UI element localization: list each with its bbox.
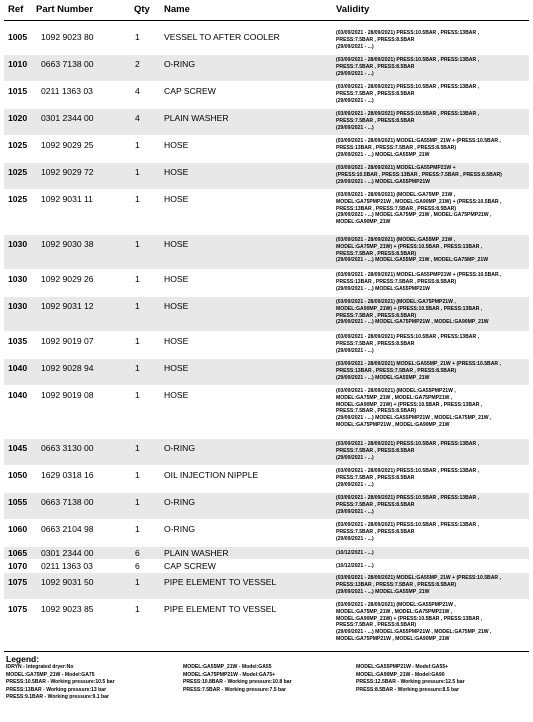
qty-cell: 4	[135, 86, 140, 96]
validity-line: PRESS:7.5BAR , PRESS:8.5BAR)	[336, 622, 417, 629]
table-row	[4, 439, 529, 466]
qty-cell: 1	[135, 32, 140, 42]
validity-line: (03/09/2021 - 28/09/2021) PRESS:10.5BAR , PRESS:13BAR ,	[336, 522, 479, 528]
validity-line: (29/09/2021 - ...) MODEL:GA55MP_21W	[336, 588, 430, 595]
validity-cell	[336, 138, 528, 158]
validity-line: (29/09/2021 - ...) MODEL:GA75MP_21W , MODEL:GA75PMP21W ,	[336, 212, 492, 219]
validity-cell	[336, 441, 528, 461]
col-header-validity: Validity	[336, 4, 370, 15]
validity-line: MODEL:GA75MP_21W , MODEL:GA75PMP21W ,	[336, 608, 453, 615]
name-cell: HOSE	[164, 239, 189, 249]
ref-cell: 1015	[8, 86, 28, 96]
col-header-name: Name	[164, 4, 190, 15]
qty-cell: 1	[135, 274, 140, 284]
part-number-cell: 1092 9023 85	[41, 604, 94, 614]
validity-line: MODEL:GA90MP_21W) + (PRESS:10.5BAR , PRESS:13BAR ,	[336, 401, 483, 408]
qty-cell: 4	[135, 113, 140, 123]
part-number-cell: 1629 0318 16	[41, 470, 94, 480]
legend-entry: MODEL:GA90MP_21W - Model:GA90	[356, 671, 445, 678]
validity-cell	[336, 468, 528, 488]
validity-line: (03/09/2021 - 28/09/2021) PRESS:10.5BAR , PRESS:13BAR ,	[336, 111, 479, 117]
part-number-cell: 1092 9019 08	[41, 390, 94, 400]
qty-cell: 1	[135, 301, 140, 311]
legend-column-3	[356, 664, 465, 694]
validity-cell	[336, 563, 528, 570]
part-number-cell: 0663 3130 00	[41, 443, 94, 453]
col-header-qty: Qty	[134, 4, 150, 15]
legend-entry: PRESS:12.5BAR - Working pressure:12.5 bar	[356, 679, 465, 686]
name-cell: OIL INJECTION NIPPLE	[164, 470, 259, 480]
part-number-cell: 1092 9031 50	[41, 577, 94, 587]
name-cell: PIPE ELEMENT TO VESSEL	[164, 577, 277, 587]
table-row	[4, 270, 529, 297]
validity-line: (03/09/2021 - 28/09/2021) PRESS:10.5BAR , PRESS:13BAR ,	[336, 57, 479, 63]
validity-line: (PRESS:10.5BAR , PRESS:13BAR , PRESS:7.5BAR , PRESS:8.5BAR)	[336, 171, 502, 178]
validity-line: PRESS:13BAR , PRESS:7.5BAR , PRESS:8.5BAR)	[336, 278, 457, 285]
validity-line: (29/09/2021 - ...)	[336, 535, 374, 542]
legend-entry: MODEL:GA55MP_21W - Model:GA55	[183, 664, 272, 670]
validity-cell	[336, 575, 528, 595]
ref-cell: 1035	[8, 336, 28, 346]
validity-line: PRESS:7.5BAR , PRESS:8.5BAR	[336, 63, 415, 70]
name-cell: HOSE	[164, 140, 189, 150]
validity-line: PRESS:7.5BAR , PRESS:8.5BAR	[336, 36, 415, 43]
part-number-cell: 1092 9029 25	[41, 140, 94, 150]
legend-divider	[4, 651, 529, 652]
table-row	[4, 359, 529, 386]
validity-line: (29/09/2021 - ...)	[336, 508, 374, 515]
validity-line: PRESS:7.5BAR , PRESS:8.5BAR	[336, 447, 415, 454]
part-number-cell: 0211 1363 03	[41, 86, 93, 96]
validity-line: PRESS:13BAR , PRESS:7.5BAR , PRESS:8.5BAR)	[336, 581, 457, 588]
part-number-cell: 0211 1363 03	[41, 561, 93, 571]
table-row	[4, 82, 529, 109]
part-number-cell: 0663 2104 98	[41, 524, 94, 534]
part-number-cell: 1092 9028 94	[41, 363, 94, 373]
validity-cell	[336, 388, 528, 429]
validity-line: PRESS:7.5BAR , PRESS:8.5BAR)	[336, 250, 417, 257]
validity-line: (29/09/2021 - ...)	[336, 124, 374, 131]
legend-entry: MODEL:GA55PMP21W - Model:GA55+	[356, 664, 449, 670]
name-cell: HOSE	[164, 194, 189, 204]
validity-cell	[336, 602, 528, 643]
validity-cell	[336, 30, 528, 50]
qty-cell: 1	[135, 604, 140, 614]
part-number-cell: 1092 9029 72	[41, 167, 94, 177]
name-cell: O-RING	[164, 59, 196, 69]
qty-cell: 1	[135, 336, 140, 346]
validity-line: MODEL:GA75PMP21W , MODEL:GA90MP_21W	[336, 635, 450, 642]
part-number-cell: 1092 9030 38	[41, 239, 94, 249]
ref-cell: 1005	[8, 32, 28, 42]
validity-line: PRESS:7.5BAR , PRESS:8.5BAR)	[336, 312, 417, 319]
ref-cell: 1050	[8, 470, 28, 480]
part-number-cell: 0663 7138 00	[41, 59, 94, 69]
part-number-cell: 1092 9023 80	[41, 32, 94, 42]
table-row	[4, 332, 529, 359]
part-number-cell: 1092 9019 07	[41, 336, 94, 346]
name-cell: PLAIN WASHER	[164, 113, 229, 123]
table-row	[4, 163, 529, 190]
validity-line: (03/09/2021 - 28/09/2021) MODEL:GA55MP_21W + (PRESS:10.5BAR ,	[336, 138, 501, 144]
validity-line: (29/09/2021 - ...)	[336, 481, 374, 488]
validity-line: MODEL:GA75MP_21W) + (PRESS:10.5BAR , PRESS:13BAR ,	[336, 243, 483, 250]
name-cell: CAP SCREW	[164, 561, 216, 571]
validity-line: (03/09/2021 - 28/09/2021) PRESS:10.5BAR , PRESS:13BAR ,	[336, 334, 479, 340]
name-cell: O-RING	[164, 524, 196, 534]
qty-cell: 1	[135, 443, 140, 453]
validity-line: (29/09/2021 - ...)	[336, 43, 374, 50]
validity-line: (03/09/2021 - 28/09/2021) MODEL:GA55PMP21W + (PRESS:10.5BAR ,	[336, 272, 502, 278]
validity-line: MODEL:GA90MP_21W) + (PRESS:10.5BAR , PRESS:13BAR ,	[336, 305, 483, 312]
validity-line: (29/09/2021 - ...) MODEL:GA55MP_21W	[336, 151, 430, 158]
validity-line: (03/09/2021 - 28/09/2021) PRESS:10.5BAR , PRESS:13BAR ,	[336, 30, 479, 36]
validity-line: (29/09/2021 - ...) MODEL:GA55PMP21W , MODEL:GA75MP_21W ,	[336, 415, 492, 421]
part-number-cell: 0301 2344 00	[41, 548, 94, 558]
ref-cell: 1010	[8, 59, 28, 69]
validity-line: (03/09/2021 - 28/09/2021) PRESS:10.5BAR , PRESS:13BAR ,	[336, 441, 479, 447]
legend-entry: MODEL:GA75MP_21W - Model:GA75	[6, 671, 95, 678]
validity-line: (03/09/2021 - 28/09/2021) (MODEL:GA75MP_21W ,	[336, 192, 456, 198]
validity-cell	[336, 165, 528, 185]
qty-cell: 1	[135, 470, 140, 480]
validity-cell	[336, 272, 528, 292]
legend-title: Legend:	[6, 654, 40, 664]
table-row	[4, 109, 529, 136]
validity-line: MODEL:GA75MP_21W , MODEL:GA75PMP21W ,	[336, 394, 453, 401]
table-row	[4, 386, 529, 439]
validity-line: (10/12/2021 - ...)	[336, 563, 374, 569]
part-number-cell: 1092 9031 12	[41, 301, 94, 311]
table-row	[4, 560, 529, 573]
qty-cell: 1	[135, 239, 140, 249]
validity-line: (29/09/2021 - ...)	[336, 454, 374, 461]
legend-entry: PRESS:10.5BAR - Working pressure:10.5 bar	[6, 679, 115, 686]
table-row	[4, 235, 529, 270]
validity-line: (03/09/2021 - 28/09/2021) PRESS:10.5BAR , PRESS:13BAR ,	[336, 495, 479, 501]
table-row	[4, 573, 529, 600]
ref-cell: 1030	[8, 301, 28, 311]
legend-entry: PRESS:8.5BAR - Working pressure:8.5 bar	[356, 686, 459, 693]
ref-cell: 1025	[8, 167, 28, 177]
validity-line: PRESS:7.5BAR , PRESS:8.5BAR	[336, 117, 415, 124]
validity-line: (03/09/2021 - 28/09/2021) PRESS:10.5BAR , PRESS:13BAR ,	[336, 468, 479, 474]
validity-line: (29/09/2021 - ...) MODEL:GA75PMP21W , MODEL:GA90MP_21W	[336, 319, 489, 326]
name-cell: O-RING	[164, 443, 196, 453]
name-cell: VESSEL TO AFTER COOLER	[164, 32, 280, 42]
part-number-cell: 1092 9031 11	[41, 194, 93, 204]
validity-line: PRESS:13BAR , PRESS:7.5BAR , PRESS:8.5BAR)	[336, 205, 457, 212]
validity-cell	[336, 192, 528, 226]
validity-line: (29/09/2021 - ...)	[336, 70, 374, 77]
legend-entry: IDRYN - Integrated dryer:No	[6, 664, 74, 670]
qty-cell: 1	[135, 167, 140, 177]
qty-cell: 1	[135, 140, 140, 150]
table-row	[4, 600, 529, 645]
qty-cell: 1	[135, 194, 140, 204]
ref-cell: 1020	[8, 113, 28, 123]
qty-cell: 6	[135, 561, 140, 571]
qty-cell: 6	[135, 548, 140, 558]
validity-line: PRESS:7.5BAR , PRESS:8.5BAR	[336, 501, 415, 508]
validity-line: (03/09/2021 - 28/09/2021) (MODEL:GA55MP_21W ,	[336, 237, 456, 243]
validity-cell	[336, 84, 528, 104]
name-cell: PIPE ELEMENT TO VESSEL	[164, 604, 277, 614]
qty-cell: 1	[135, 363, 140, 373]
validity-cell	[336, 111, 528, 131]
name-cell: HOSE	[164, 274, 189, 284]
validity-line: (03/09/2021 - 28/09/2021) MODEL:GA55MP_21W + (PRESS:10.5BAR ,	[336, 361, 501, 367]
part-number-cell: 0301 2344 00	[41, 113, 94, 123]
validity-line: PRESS:7.5BAR , PRESS:8.5BAR	[336, 90, 415, 97]
qty-cell: 1	[135, 524, 140, 534]
table-row	[4, 547, 529, 560]
legend-entry: PRESS:10.8BAR - Working pressure:10.8 bar	[183, 679, 292, 686]
validity-line: (03/09/2021 - 28/09/2021) (MODEL:GA55PMP21W ,	[336, 602, 456, 608]
table-row	[4, 55, 529, 82]
part-number-cell: 0663 7138 00	[41, 497, 94, 507]
ref-cell: 1070	[8, 561, 28, 571]
legend-entry: PRESS:9.1BAR - Working pressure:9.1 bar	[6, 694, 109, 701]
validity-line: MODEL:GA90MP_21W) + (PRESS:10.5BAR , PRESS:13BAR ,	[336, 615, 483, 622]
validity-line: PRESS:13BAR , PRESS:7.5BAR , PRESS:8.5BAR)	[336, 367, 457, 374]
ref-cell: 1075	[8, 604, 28, 614]
validity-line: MODEL:GA90MP_21W	[336, 219, 391, 225]
name-cell: HOSE	[164, 167, 189, 177]
validity-line: (03/09/2021 - 28/09/2021) MODEL:GA55MP_21W + (PRESS:10.5BAR ,	[336, 575, 501, 581]
validity-line: (03/09/2021 - 28/09/2021) (MODEL:GA55PMP21W ,	[336, 388, 456, 394]
ref-cell: 1025	[8, 194, 28, 204]
ref-cell: 1030	[8, 274, 28, 284]
validity-line: PRESS:13BAR , PRESS:7.5BAR , PRESS:8.5BAR)	[336, 144, 457, 151]
validity-line: (29/09/2021 - ...) MODEL:GA55PMP21W , MODEL:GA75MP_21W ,	[336, 629, 492, 635]
validity-cell	[336, 522, 528, 542]
validity-cell	[336, 57, 528, 77]
ref-cell: 1060	[8, 524, 28, 534]
validity-line: (29/09/2021 - ...) MODEL:GA55PMP21W	[336, 178, 430, 185]
legend-entry: PRESS:7.5BAR - Working pressure:7.5 bar	[183, 686, 286, 693]
name-cell: HOSE	[164, 336, 189, 346]
qty-cell: 1	[135, 577, 140, 587]
validity-cell	[336, 550, 528, 557]
name-cell: PLAIN WASHER	[164, 548, 229, 558]
col-header-part-number: Part Number	[36, 4, 94, 15]
validity-line: PRESS:7.5BAR , PRESS:8.5BAR	[336, 528, 415, 535]
col-header-ref: Ref	[8, 4, 24, 15]
validity-cell	[336, 299, 528, 326]
validity-line: (03/09/2021 - 28/09/2021) MODEL:GA55PMP21W +	[336, 165, 456, 171]
validity-line: MODEL:GA75PMP21W , MODEL:GA90MP_21W	[336, 421, 450, 428]
legend-entry: PRESS:13BAR - Working pressure:13 bar	[6, 686, 107, 693]
validity-line: (10/12/2021 - ...)	[336, 550, 374, 556]
name-cell: CAP SCREW	[164, 86, 216, 96]
table-row	[4, 190, 529, 235]
validity-line: PRESS:7.5BAR , PRESS:8.5BAR	[336, 474, 415, 481]
part-number-cell: 1092 9029 26	[41, 274, 94, 284]
name-cell: HOSE	[164, 301, 189, 311]
validity-line: MODEL:GA75PMP21W , MODEL:GA90MP_21W) + (PRESS:10.5BAR ,	[336, 198, 502, 205]
legend-column-2	[183, 664, 292, 694]
header-divider	[4, 20, 529, 21]
validity-line: (29/09/2021 - ...) MODEL:GA55MP_21W	[336, 374, 430, 381]
validity-cell	[336, 495, 528, 515]
ref-cell: 1040	[8, 363, 28, 373]
legend-entry: MODEL:GA75PMP21W - Model:GA75+	[183, 671, 276, 678]
validity-cell	[336, 237, 528, 264]
table-row	[4, 297, 529, 332]
validity-line: (29/09/2021 - ...)	[336, 347, 374, 354]
table-row	[4, 136, 529, 163]
ref-cell: 1030	[8, 239, 28, 249]
ref-cell: 1075	[8, 577, 28, 587]
table-row	[4, 520, 529, 547]
validity-line: (03/09/2021 - 28/09/2021) PRESS:10.5BAR , PRESS:13BAR ,	[336, 84, 479, 90]
validity-line: (29/09/2021 - ...) MODEL:GA55PMP21W	[336, 285, 430, 292]
validity-line: (03/09/2021 - 28/09/2021) (MODEL:GA75PMP21W ,	[336, 299, 456, 305]
validity-line: PRESS:7.5BAR , PRESS:8.5BAR)	[336, 408, 417, 415]
validity-cell	[336, 334, 528, 354]
qty-cell: 2	[135, 59, 140, 69]
name-cell: HOSE	[164, 390, 189, 400]
ref-cell: 1025	[8, 140, 28, 150]
table-row	[4, 493, 529, 520]
validity-cell	[336, 361, 528, 381]
ref-cell: 1045	[8, 443, 28, 453]
qty-cell: 1	[135, 497, 140, 507]
name-cell: O-RING	[164, 497, 196, 507]
validity-line: (29/09/2021 - ...)	[336, 97, 374, 104]
table-row	[4, 28, 529, 55]
validity-line: PRESS:7.5BAR , PRESS:8.5BAR	[336, 340, 415, 347]
name-cell: HOSE	[164, 363, 189, 373]
validity-line: (29/09/2021 - ...) MODEL:GA55MP_21W , MODEL:GA75MP_21W	[336, 257, 489, 264]
qty-cell: 1	[135, 390, 140, 400]
ref-cell: 1065	[8, 548, 28, 558]
ref-cell: 1055	[8, 497, 28, 507]
ref-cell: 1040	[8, 390, 28, 400]
table-row	[4, 466, 529, 493]
legend-column-1	[6, 664, 115, 702]
